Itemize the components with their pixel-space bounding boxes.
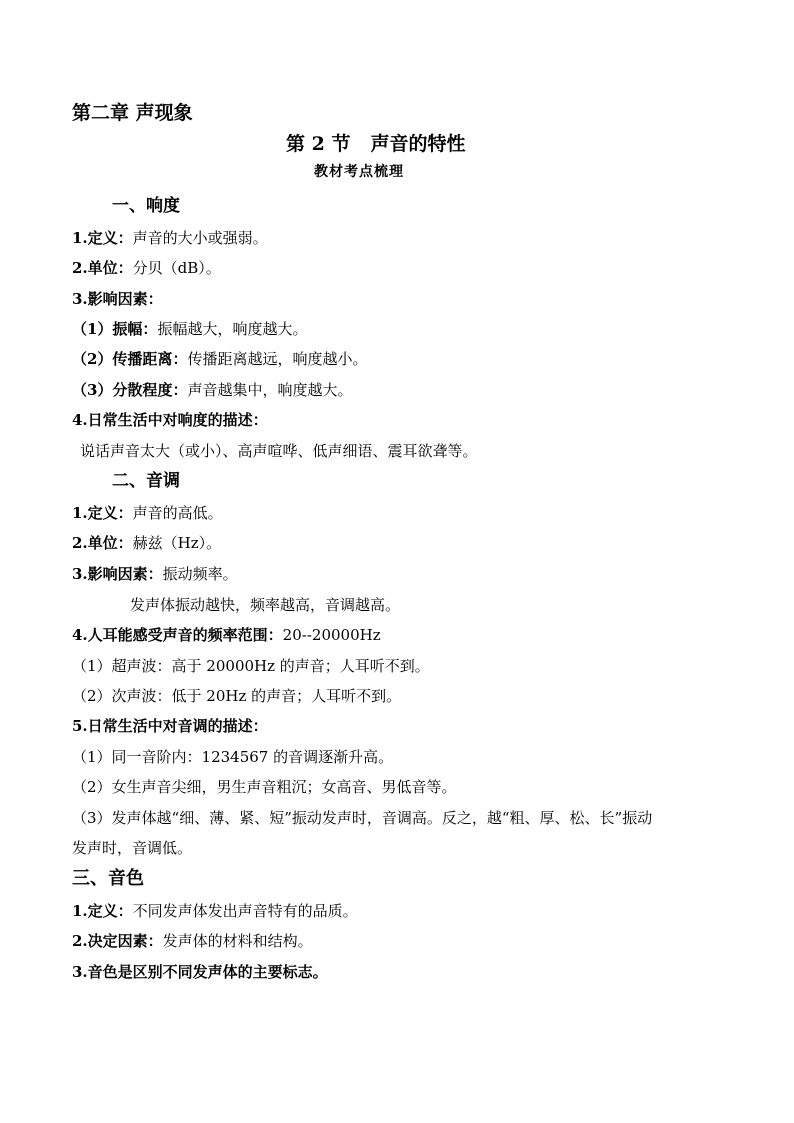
- pitch-infrasound: （2）次声波：低于 20Hz 的声音；人耳听不到。: [72, 687, 402, 705]
- section-name: 声音的特性: [370, 133, 466, 155]
- pitch-heading: 二、音调: [112, 471, 180, 491]
- text: 赫兹（Hz）。: [132, 534, 222, 552]
- timbre-cause: [72, 931, 313, 951]
- timbre-mark: 3.音色是区别不同发声体的主要标志。: [72, 963, 328, 981]
- pitch-ultrasound: （1）超声波：高于 20000Hz 的声音；人耳听不到。: [72, 657, 430, 675]
- label: 4.人耳能感受声音的频率范围：: [72, 626, 283, 644]
- text: 振动频率。: [162, 565, 238, 583]
- loudness-unit: [72, 258, 221, 278]
- label: 2.单位：: [72, 534, 133, 552]
- section-title: [286, 132, 465, 156]
- loudness-factors-label: 3.影响因素：: [72, 290, 163, 308]
- label: 2.决定因素：: [72, 932, 163, 950]
- text: 20--20000Hz: [282, 626, 381, 644]
- text: 分贝（dB）。: [132, 259, 221, 277]
- pitch-description-1: （1）同一音阶内：1234567 的音调逐渐升高。: [72, 748, 394, 766]
- text: 发声体的材料和结构。: [162, 932, 313, 950]
- text: 声音的高低。: [132, 504, 223, 522]
- text: 声音的大小或强弱。: [132, 229, 268, 247]
- label: 3.影响因素：: [72, 565, 163, 583]
- label: （3）分散程度：: [72, 381, 188, 399]
- loudness-description-text: 说话声音太大（或小）、高声喧哗、低声细语、震耳欲聋等。: [80, 442, 478, 460]
- chapter-title: 第二章 声现象: [72, 102, 193, 124]
- label: 1.定义：: [72, 902, 133, 920]
- pitch-description-2: （2）女生声音尖细，男生声音粗沉；女高音、男低音等。: [72, 778, 457, 796]
- label: 1.定义：: [72, 504, 133, 522]
- loudness-factor-distance: [72, 349, 367, 369]
- timbre-heading: 三、音色: [72, 868, 144, 889]
- pitch-description-3a: （3）发声体越“细、薄、紧、短”振动发声时，音调高。反之，越“粗、厚、松、长”振动: [72, 809, 653, 827]
- loudness-description-label: 4.日常生活中对响度的描述：: [72, 411, 268, 429]
- subtitle: 教材考点梳理: [314, 164, 404, 180]
- text: 传播距离越远，响度越小。: [187, 350, 368, 368]
- text: 不同发声体发出声音特有的品质。: [132, 902, 358, 920]
- loudness-definition: [72, 228, 268, 248]
- timbre-definition: [72, 901, 358, 921]
- pitch-definition: [72, 503, 223, 523]
- pitch-factor-detail: 发声体振动越快，频率越高，音调越高。: [130, 596, 401, 614]
- pitch-description-label: 5.日常生活中对音调的描述：: [72, 717, 268, 735]
- pitch-unit: [72, 533, 221, 553]
- loudness-heading: 一、响度: [112, 196, 180, 216]
- loudness-factor-dispersion: [72, 380, 352, 400]
- text: 振幅越大，响度越大。: [157, 320, 308, 338]
- label: 1.定义：: [72, 229, 133, 247]
- pitch-factor: [72, 564, 238, 584]
- pitch-hearing-range: [72, 625, 381, 645]
- section-number: 第 2 节: [286, 133, 351, 155]
- label: 2.单位：: [72, 259, 133, 277]
- text: 声音越集中，响度越大。: [187, 381, 353, 399]
- label: （2）传播距离：: [72, 350, 188, 368]
- loudness-factor-amplitude: [72, 319, 307, 339]
- label: （1）振幅：: [72, 320, 158, 338]
- pitch-description-3b: 发声时，音调低。: [72, 839, 193, 857]
